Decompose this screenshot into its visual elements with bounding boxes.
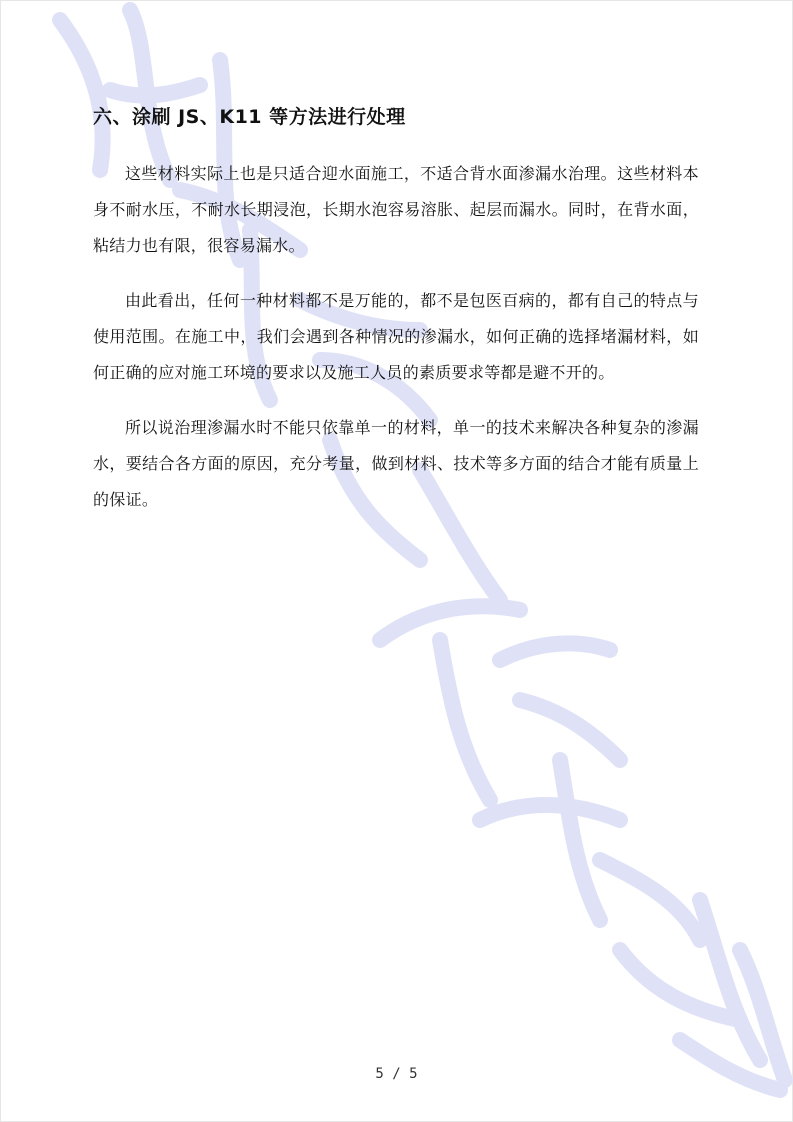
section-heading: 六、涂刷 JS、K11 等方法进行处理 xyxy=(93,106,406,128)
document-body xyxy=(93,100,699,537)
paragraph-3: 所以说治理渗漏水时不能只依靠单一的材料，单一的技术来解决各种复杂的渗漏水，要结合各方面的原因，充分考量，做到材料、技术等多方面的结合才能有质量上的保证。 xyxy=(93,418,699,509)
paragraph-1: 这些材料实际上也是只适合迎水面施工，不适合背水面渗漏水治理。这些材料本身不耐水压，不耐水长期浸泡，长期水泡容易溶胀、起层而漏水。同时，在背水面，粘结力也有限，很容易漏水。 xyxy=(93,164,699,255)
paragraph-2: 由此看出，任何一种材料都不是万能的，都不是包医百病的，都有自己的特点与使用范围。在施工中，我们会遇到各种情况的渗漏水，如何正确的选择堵漏材料，如何正确的应对施工环境的要求以及施工人员的素质要求等都是避不开的。 xyxy=(93,291,699,382)
page-number: 5 / 5 xyxy=(375,1066,418,1082)
